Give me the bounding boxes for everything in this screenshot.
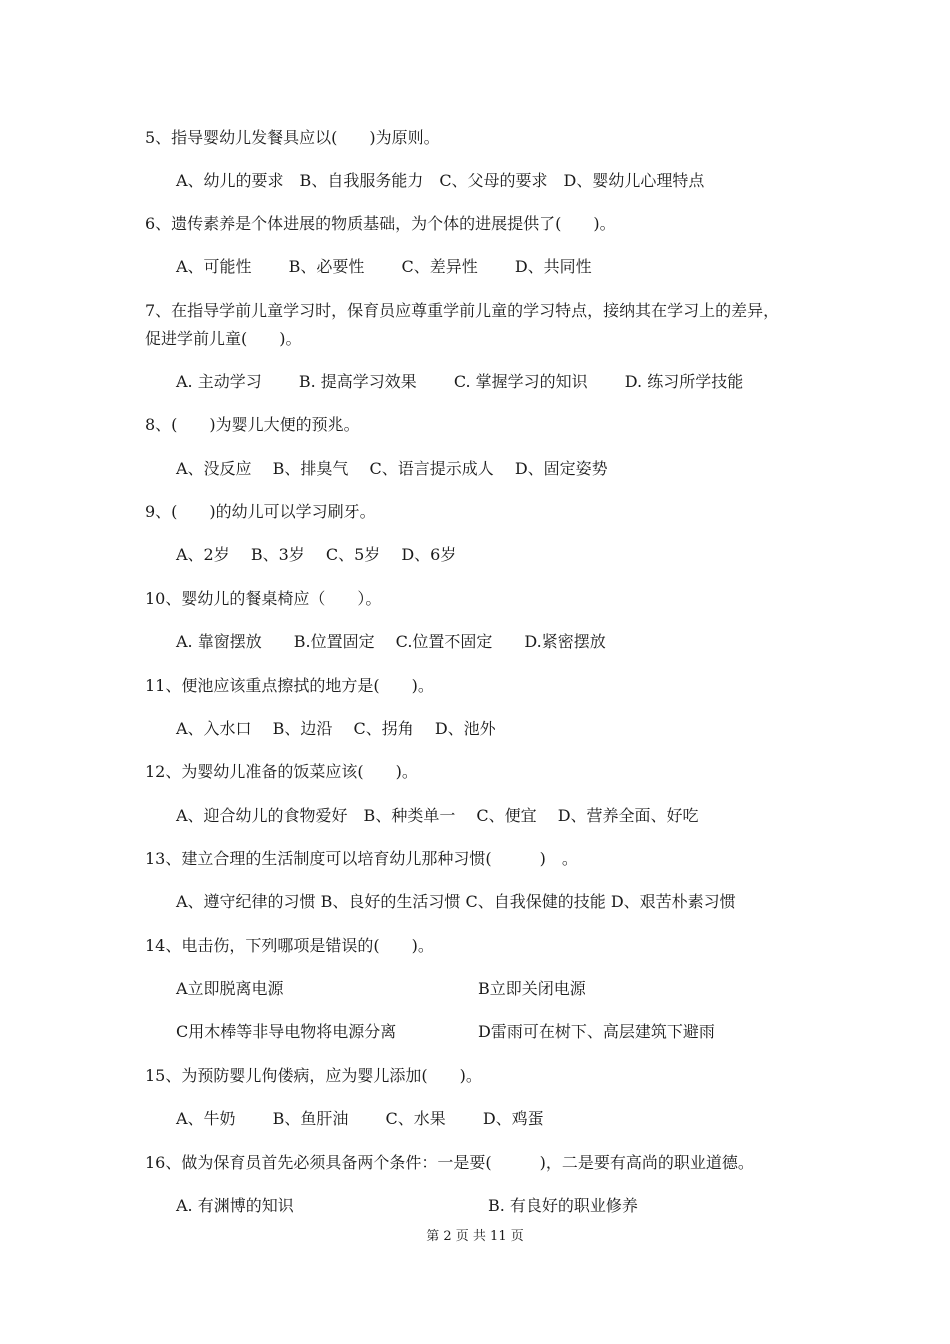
question-12: 12、为婴幼儿准备的饭菜应该( )。 <box>145 762 418 781</box>
question-14: 14、电击伤，下列哪项是错误的( )。 <box>145 936 434 955</box>
question-9-options: A、2岁 B、3岁 C、5岁 D、6岁 <box>176 545 457 564</box>
question-12-options: A、迎合幼儿的食物爱好 B、种类单一 C、便宜 D、营养全面、好吃 <box>176 806 699 825</box>
question-9: 9、( )的幼儿可以学习刷牙。 <box>145 502 376 521</box>
question-8: 8、( )为婴儿大便的预兆。 <box>145 415 360 434</box>
question-6-options: A、可能性 B、必要性 C、差异性 D、共同性 <box>176 257 592 276</box>
question-10: 10、婴幼儿的餐桌椅应（ ）。 <box>145 589 382 608</box>
question-14-option-c: C用木棒等非导电物将电源分离 <box>176 1022 397 1041</box>
question-15: 15、为预防婴儿佝偻病，应为婴儿添加( )。 <box>145 1066 482 1085</box>
question-8-options: A、没反应 B、排臭气 C、语言提示成人 D、固定姿势 <box>176 459 608 478</box>
question-7-line-2: 促进学前儿童( )。 <box>145 329 302 348</box>
question-7-line-1: 7、在指导学前儿童学习时，保育员应尊重学前儿童的学习特点，接纳其在学习上的差异， <box>145 301 780 320</box>
question-16: 16、做为保育员首先必须具备两个条件：一是要( )，二是要有高尚的职业道德。 <box>145 1153 754 1172</box>
question-14-option-d: D雷雨可在树下、高层建筑下避雨 <box>478 1022 715 1041</box>
question-5: 5、指导婴幼儿发餐具应以( )为原则。 <box>145 128 440 147</box>
question-14-option-b: B立即关闭电源 <box>478 979 586 998</box>
question-14-option-a: A立即脱离电源 <box>176 979 284 998</box>
question-13: 13、建立合理的生活制度可以培育幼儿那种习惯( ) 。 <box>145 849 578 868</box>
question-16-option-b: B. 有良好的职业修养 <box>488 1196 638 1215</box>
question-7-options: A. 主动学习 B. 提高学习效果 C. 掌握学习的知识 D. 练习所学技能 <box>176 372 744 391</box>
question-6: 6、遗传素养是个体进展的物质基础，为个体的进展提供了( )。 <box>145 214 616 233</box>
question-15-options: A、牛奶 B、鱼肝油 C、水果 D、鸡蛋 <box>176 1109 544 1128</box>
question-11: 11、便池应该重点擦拭的地方是( )。 <box>145 676 434 695</box>
question-13-options: A、遵守纪律的习惯 B、良好的生活习惯 C、自我保健的技能 D、艰苦朴素习惯 <box>176 892 736 911</box>
question-5-options: A、幼儿的要求 B、自我服务能力 C、父母的要求 D、婴幼儿心理特点 <box>176 171 705 190</box>
question-11-options: A、入水口 B、边沿 C、拐角 D、池外 <box>176 719 496 738</box>
question-16-option-a: A. 有渊博的知识 <box>176 1196 294 1215</box>
page-number-footer: 第 2 页 共 11 页 <box>426 1229 524 1244</box>
question-10-options: A. 靠窗摆放 B.位置固定 C.位置不固定 D.紧密摆放 <box>176 632 606 651</box>
